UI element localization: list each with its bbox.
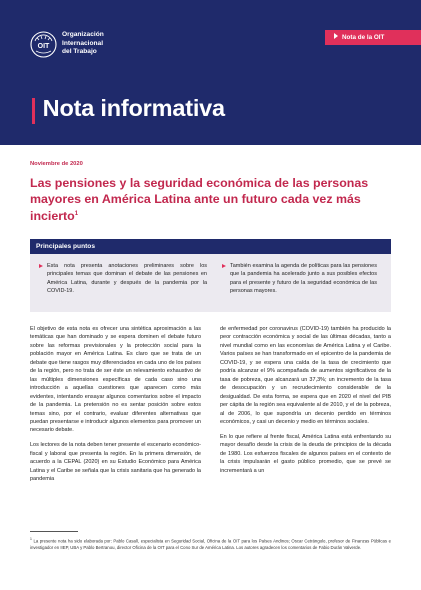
paragraph: En lo que refiere al frente fiscal, América Latina está enfrentando su mayor desafío desde la crisis de la deuda de principios de la década de 1980. Los esfuerzos fiscales de algunos países en el contexto de la crisis impulsarán el gasto público promedio, que se prevé se incrementará a un [220, 433, 391, 474]
paragraph: El objetivo de esta nota es ofrecer una sintética aproximación a las temáticas que han dominado y se espera dominen el debate futuro sobre las reformas previsionales y la protección social para la población mayor en América Latina. Es claro que se trata de un debate que tiene rasgos muy diferenciados en cada uno de los países de la región, pero no trata de ser éste un relevamiento exhaustivo de las múltiples dimensiones específicas de cada caso sino una introducción a aquellas cuestiones que aparecen como más evidentes, intentando ensayar algunos comentarios sobre el impacto de la pandemia. La pretensión no es sentar posición sobre estos temas sino, por el contrario, evaluar diferentes alternativas que puedan presentarse e introducir algunos elementos para promover un necesario debate. [30, 326, 201, 434]
key-point-1-text: Esta nota presenta anotaciones preliminares sobre los principales temas que dominan el debate de las pensiones en América Latina, durante y después de la pandemia por la COVID-19. [47, 263, 207, 295]
page-title-text: Nota informativa [42, 95, 225, 121]
footnote-text: La presente nota ha sido elaborada por: Pablo Casalí, especialista en Seguridad Social, Oficina de la OIT para los Países Andinos; Oscar Cetrángolo, profesor de Finanzas Públicas e investigador en IIEP, UBA y Pablo Bertranou, director Oficina de la OIT para el Cono Sur de América Latina. Los autores agradecen los comentarios de Fabio Durán Valverde. [30, 538, 392, 550]
publication-date: Noviembre de 2020 [30, 161, 83, 167]
footnote [30, 536, 391, 551]
paragraph: de enfermedad por coronavirus (COVID-19) también ha producido la peor contracción económica y social de las últimas décadas, tanto a nivel mundial como en las economías de América Latina y el Caribe. Varios países se han transformado en el epicentro de la pandemia de COVID-19, y se espera una caída de la tasa de crecimiento que podría alcanzar el 9% acompañada de aumentos significativos de la tasa de pobreza, que alcanzará un 37,3%; un incremento de la tasa de desocupación y un recrudecimiento considerable de la desigualdad. De esta forma, se espera que en 2020 el nivel del PIB per cápita de la región sea equivalente al de 2010, y el de la pobreza, al de 2006, lo que supondría un decenio perdido en términos económicos, y casi un decenio y medio en términos sociales. [220, 326, 391, 425]
document-title [30, 176, 400, 225]
body-column-right [220, 325, 391, 482]
org-line-3: del Trabajo [62, 48, 97, 56]
footnote-divider [30, 531, 78, 532]
org-line-2: Internacional [62, 39, 104, 47]
key-points-heading: Principales puntos [30, 239, 391, 254]
document-title-text: Las pensiones y la seguridad económica de las personas mayores en América Latina ante un futuro cada vez más incierto [30, 176, 369, 224]
body-column-left [30, 325, 201, 490]
footnote-mark: 1 [30, 537, 32, 541]
org-line-1: Organización [62, 31, 104, 38]
series-tag-label: Nota de la OIT [342, 34, 385, 41]
organization-name [62, 31, 104, 57]
key-points-box [30, 239, 391, 312]
title-footnote-mark: 1 [74, 211, 79, 217]
paragraph: Los lectores de la nota deben tener presente el escenario económico-fiscal y laboral que presenta la región. En la primera dimensión, de acuerdo a la CEPAL (2020) en su Estudio Económico para América Latina y el Caribe se señala que la crisis sanitaria que ha generado la pandemia [30, 442, 201, 483]
key-point-2-text: También examina la agenda de políticas para las pensiones que la pandemia ha acelerado junto a sus posibles efectos para el presente y futuro de la seguridad económica de las personas mayores. [230, 263, 377, 295]
ilo-logo-icon [30, 31, 57, 58]
logo-text: OIT [37, 43, 50, 51]
series-tag [325, 30, 421, 45]
tag-arrow-icon [334, 33, 338, 39]
key-point-1 [47, 262, 207, 296]
key-point-2 [230, 262, 377, 296]
header-banner [0, 0, 421, 145]
bullet-arrow-icon [39, 264, 43, 268]
page-title [30, 95, 225, 122]
bullet-arrow-icon [222, 264, 226, 268]
